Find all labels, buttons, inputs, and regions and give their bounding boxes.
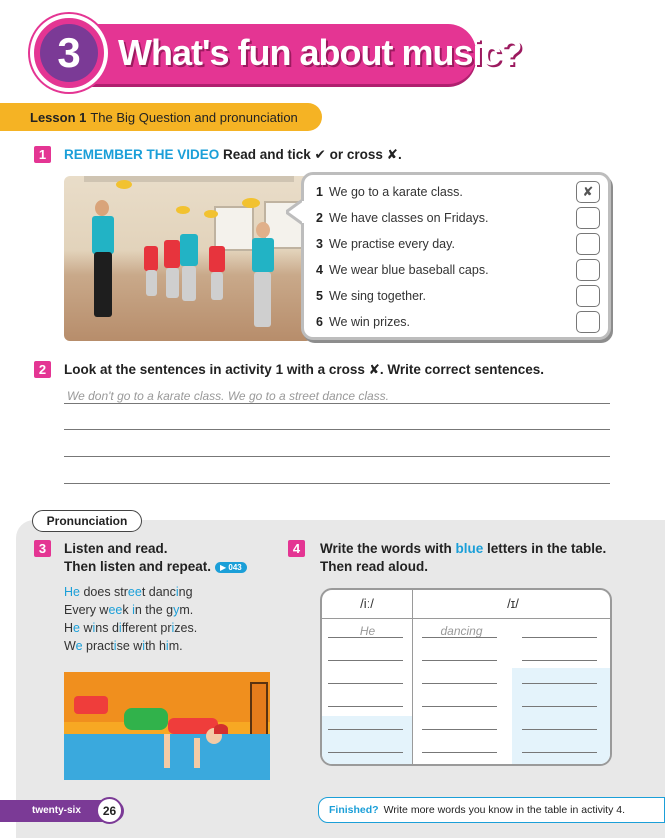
statement-5: 5 We sing together.: [316, 289, 427, 303]
tick-box-3[interactable]: [576, 233, 600, 255]
activity-1-text: Read and tick ✔ or cross ✘.: [223, 147, 402, 162]
writing-line-1[interactable]: [64, 403, 610, 404]
finished-label: Finished?: [329, 804, 379, 816]
lesson-label: Lesson 1: [30, 109, 87, 125]
activity-4-number: 4: [288, 540, 305, 557]
activity-2-instruction: Look at the sentences in activity 1 with a cross ✘. Write correct sentences.: [64, 362, 544, 377]
pronunciation-tab: Pronunciation: [32, 510, 142, 532]
statement-6: 6 We win prizes.: [316, 315, 410, 329]
unit-number: 3: [40, 24, 98, 82]
activity-2-example: We don't go to a karate class. We go to a street dance class.: [67, 389, 390, 403]
writing-line-3[interactable]: [64, 456, 610, 457]
statements-box: [301, 172, 611, 340]
dance-class-photo: [64, 176, 312, 341]
poem-line-1: He does street dancing: [64, 585, 193, 599]
tick-box-6[interactable]: [576, 311, 600, 333]
activity-4-line-2: Then read aloud.: [320, 559, 429, 574]
finished-text: Write more words you know in the table in activity 4.: [383, 804, 626, 816]
finished-box: [318, 797, 665, 823]
statement-2: 2 We have classes on Fridays.: [316, 211, 489, 225]
page-number-words: twenty-six: [32, 805, 81, 816]
table-example-dancing: dancing: [440, 624, 483, 638]
audio-track-badge[interactable]: ▶ 043: [215, 562, 247, 573]
speech-pointer: [286, 199, 304, 225]
activity-1-instruction: [64, 147, 402, 163]
unit-title: What's fun about music?: [118, 32, 522, 73]
poem-line-2: Every week in the gym.: [64, 603, 194, 617]
activity-3-line-2: Then listen and repeat. ▶ 043: [64, 559, 247, 574]
tick-box-2[interactable]: [576, 207, 600, 229]
activity-4-line-1: Write the words with blue letters in the table.: [320, 541, 607, 556]
table-lines[interactable]: [320, 588, 612, 766]
page-number: 26: [96, 797, 123, 824]
activity-1-caps: REMEMBER THE VIDEO: [64, 147, 220, 162]
header-long-ee: /iː/: [360, 596, 374, 611]
lesson-bar: [0, 103, 322, 131]
table-example-he: He: [359, 624, 376, 638]
poem-line-3: He wins different prizes.: [64, 621, 198, 635]
activity-3-line-1: Listen and read.: [64, 541, 168, 556]
activity-3-number: 3: [34, 540, 51, 557]
tick-box-4[interactable]: [576, 259, 600, 281]
activity-1-number: 1: [34, 146, 51, 163]
breakdancer-illustration: [64, 672, 270, 780]
lesson-title: The Big Question and pronunciation: [90, 109, 298, 125]
statement-4: 4 We wear blue baseball caps.: [316, 263, 489, 277]
tick-box-1[interactable]: ✘: [576, 181, 600, 203]
header-short-i: /ɪ/: [507, 596, 519, 611]
statement-3: 3 We practise every day.: [316, 237, 455, 251]
statement-1: 1 We go to a karate class.: [316, 185, 463, 199]
activity-2-number: 2: [34, 361, 51, 378]
tick-box-5[interactable]: [576, 285, 600, 307]
writing-line-2[interactable]: [64, 429, 610, 430]
poem-line-4: We practise with him.: [64, 639, 183, 653]
poem: [64, 583, 197, 655]
writing-line-4[interactable]: [64, 483, 610, 484]
